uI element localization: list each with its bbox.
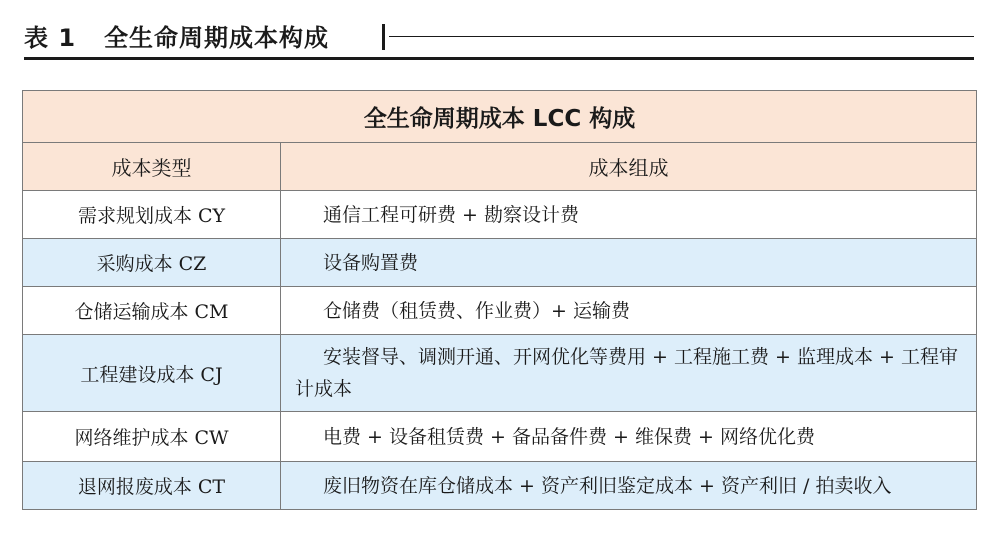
table-row	[23, 335, 977, 412]
table-title-row	[23, 91, 977, 143]
column-header-type: 成本类型	[23, 143, 281, 191]
caption-bottom-rule	[24, 57, 974, 60]
table-header-row	[23, 143, 977, 191]
cell-cost-type: 仓储运输成本 CM	[23, 287, 281, 335]
cell-cost-composition	[281, 412, 977, 462]
composition-text: 电费 + 设备租赁费 + 备品备件费 + 维保费 + 网络优化费	[323, 425, 815, 448]
composition-text: 通信工程可研费 + 勘察设计费	[323, 203, 579, 226]
composition-text: 安装督导、调测开通、开网优化等费用 + 工程施工费 + 监理成本 + 工程审计成本	[295, 346, 958, 400]
cell-cost-type: 网络维护成本 CW	[23, 412, 281, 462]
cell-cost-type: 需求规划成本 CY	[23, 191, 281, 239]
table-row	[23, 412, 977, 462]
composition-text: 设备购置费	[323, 251, 419, 274]
cell-cost-type: 工程建设成本 CJ	[23, 335, 281, 412]
table-row	[23, 462, 977, 510]
table-caption	[24, 14, 974, 62]
table-row	[23, 191, 977, 239]
caption-rule-line	[389, 36, 974, 37]
composition-text: 仓储费（租赁费、作业费）+ 运输费	[323, 299, 630, 322]
cell-cost-composition	[281, 335, 977, 412]
table-number: 表 1	[24, 24, 77, 52]
lcc-table	[22, 90, 977, 510]
cell-cost-composition	[281, 239, 977, 287]
table-row	[23, 287, 977, 335]
table-row	[23, 239, 977, 287]
table-title: 全生命周期成本 LCC 构成	[23, 91, 977, 143]
cell-cost-composition	[281, 287, 977, 335]
column-header-composition: 成本组成	[281, 143, 977, 191]
cell-cost-type: 采购成本 CZ	[23, 239, 281, 287]
table-caption-title: 全生命周期成本构成	[104, 24, 329, 52]
cell-cost-type: 退网报废成本 CT	[23, 462, 281, 510]
cell-cost-composition	[281, 191, 977, 239]
cell-cost-composition	[281, 462, 977, 510]
caption-bar-divider	[382, 24, 385, 50]
composition-text: 废旧物资在库仓储成本 + 资产利旧鉴定成本 + 资产利旧 / 拍卖收入	[323, 474, 892, 497]
